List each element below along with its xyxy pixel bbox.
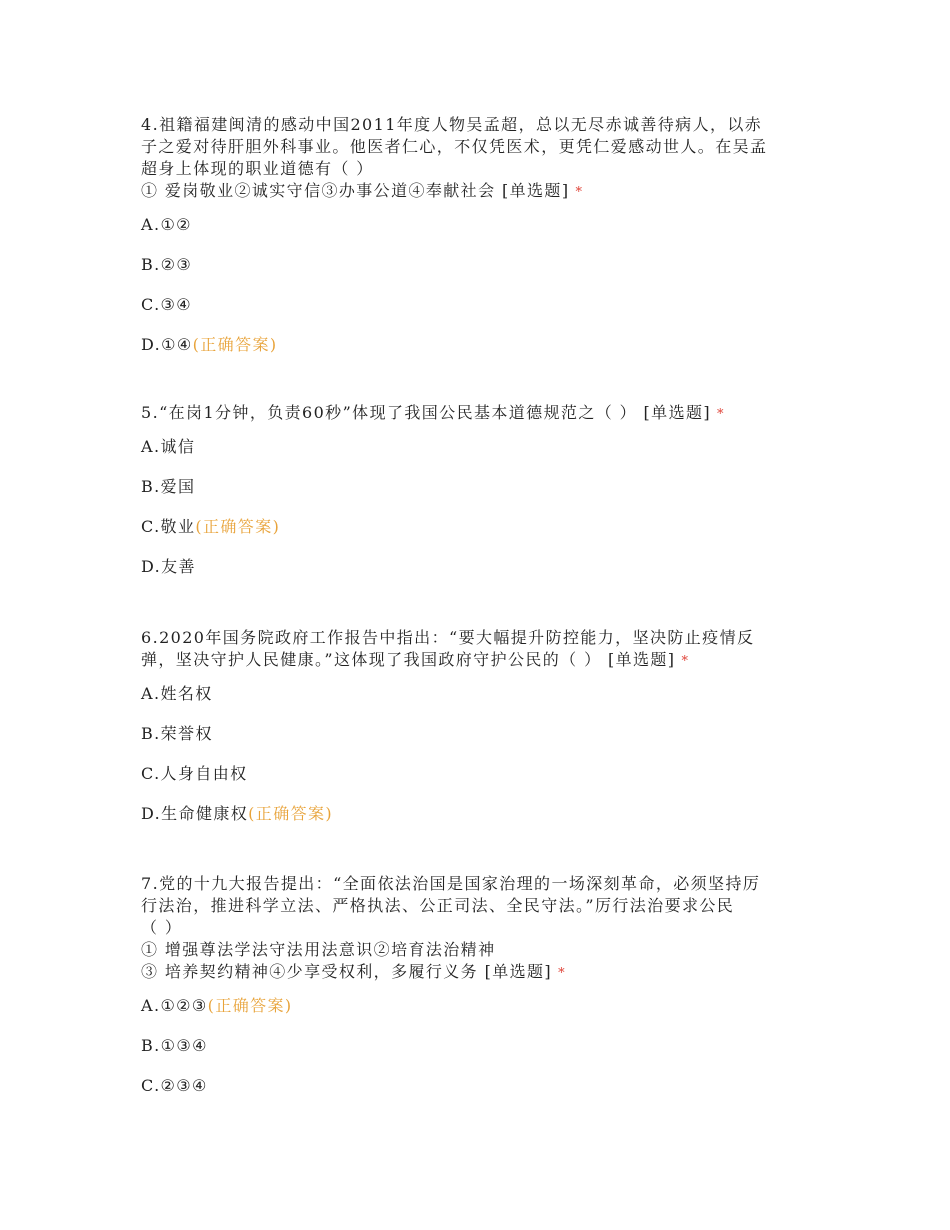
option-c[interactable] [141,294,821,316]
question-stem [141,114,821,204]
question-6 [141,627,821,825]
option-d[interactable] [141,334,821,356]
option-label: D.①④ [141,335,193,354]
option-label: A.①②③ [141,996,208,1015]
question-line: 弹，坚决守护人民健康。”这体现了我国政府守护公民的（ ） [单选题] [141,650,676,669]
option-list [141,683,821,825]
question-line: 子之爱对待肝胆外科事业。他医者仁心，不仅凭医术，更凭仁爱感动世人。在吴孟 [141,137,768,156]
required-marker: * [575,185,584,200]
option-b[interactable] [141,254,821,276]
question-line: 行法治，推进科学立法、严格执法、公正司法、全民守法。”厉行法治要求公民 [141,896,735,915]
question-line: 超身上体现的职业道德有（ ） [141,159,374,178]
correct-answer-tag: (正确答案) [195,517,281,536]
option-label: C.③④ [141,295,193,314]
option-list [141,436,821,578]
option-b[interactable] [141,723,821,745]
question-stem [141,402,821,426]
option-label: D.生命健康权 [141,804,249,823]
option-label: C.人身自由权 [141,764,248,783]
option-a[interactable] [141,214,821,236]
question-line-with-required [141,961,821,985]
required-marker: * [558,966,566,981]
question-line: 6.2020年国务院政府工作报告中指出：“要大幅提升防控能力，坚决防止疫情反 [141,628,755,647]
option-a[interactable] [141,683,821,705]
option-list [141,214,821,356]
correct-answer-tag: (正确答案) [192,335,278,354]
option-label: A.①② [141,215,192,234]
option-c[interactable] [141,516,821,538]
question-stem [141,873,821,985]
question-7 [141,873,821,1097]
option-label: B.②③ [141,255,193,274]
option-a[interactable] [141,436,821,458]
correct-answer-tag: (正确答案) [248,804,334,823]
correct-answer-tag: (正确答案) [207,996,293,1015]
option-c[interactable] [141,763,821,785]
option-label: B.爱国 [141,477,196,496]
question-stem [141,627,821,673]
option-label: B.①③④ [141,1036,208,1055]
option-d[interactable] [141,556,821,578]
option-label: C.②③④ [141,1076,208,1095]
question-line: 7.党的十九大报告提出：“全面依法治国是国家治理的一场深刻革命，必须坚持厉 [141,874,761,893]
question-4 [141,114,821,356]
required-marker: * [717,407,725,422]
question-5 [141,402,821,578]
question-line: 4.祖籍福建闽清的感动中国2011年度人物吴孟超，总以无尽赤诚善待病人，以赤 [141,115,763,134]
question-line: 5.“在岗1分钟，负责60秒”体现了我国公民基本道德规范之（ ） [单选题] [141,403,712,422]
option-c[interactable] [141,1075,821,1097]
option-label: A.姓名权 [141,684,213,703]
option-b[interactable] [141,1035,821,1057]
option-b[interactable] [141,476,821,498]
question-line-with-required [141,649,821,673]
question-line: ① 爱岗敬业②诚实守信③办事公道④奉献社会 [单选题] [141,181,570,200]
question-line-with-required [141,180,821,204]
option-label: D.友善 [141,557,196,576]
option-list [141,995,821,1097]
question-line: ① 增强尊法学法守法用法意识②培育法治精神 [141,940,496,959]
question-line-with-required [141,402,821,426]
required-marker: * [681,654,690,669]
option-d[interactable] [141,803,821,825]
option-label: A.诚信 [141,437,196,456]
option-label: C.敬业 [141,517,196,536]
option-a[interactable] [141,995,821,1017]
question-line: （ ） [141,918,183,937]
option-label: B.荣誉权 [141,724,213,743]
question-line: ③ 培养契约精神④少享受权利，多履行义务 [单选题] [141,962,553,981]
